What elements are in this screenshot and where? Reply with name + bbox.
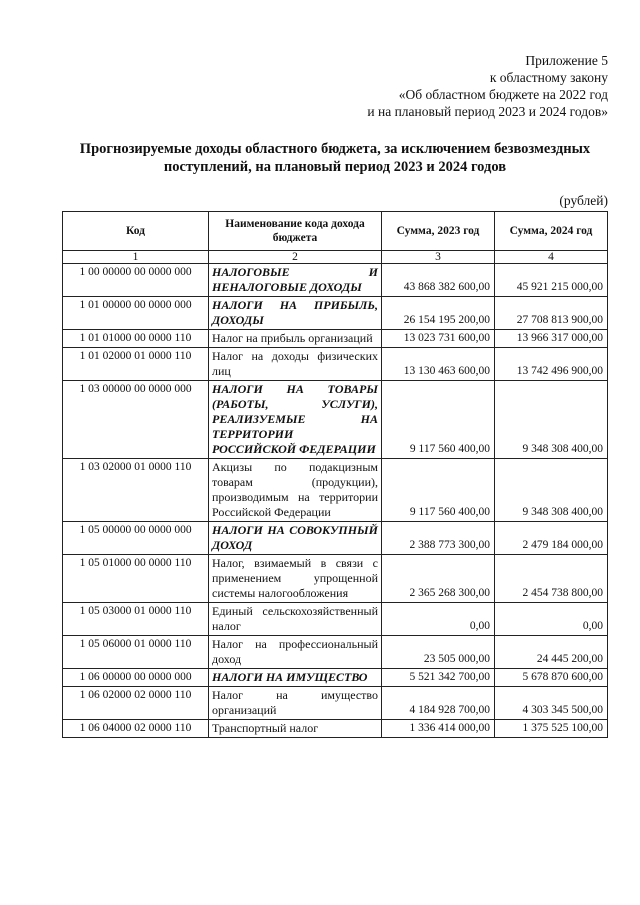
row-code: 1 05 00000 00 0000 000 (63, 522, 209, 555)
row-name: Единый сельскохозяйственный налог (209, 603, 382, 636)
row-sum-2024: 5 678 870 600,00 (495, 669, 608, 687)
table-row (63, 381, 608, 459)
appendix-header (367, 52, 608, 120)
table-row (63, 330, 608, 348)
row-sum-2023: 13 130 463 600,00 (382, 348, 495, 381)
row-name: Налог, взимаемый в связи с применением упрощенной системы налогообложения (209, 555, 382, 603)
row-code: 1 00 00000 00 0000 000 (63, 264, 209, 297)
row-sum-2023: 9 117 560 400,00 (382, 381, 495, 459)
row-name: Налог на имущество организаций (209, 687, 382, 720)
row-sum-2024: 2 479 184 000,00 (495, 522, 608, 555)
header-sum-2023: Сумма, 2023 год (382, 212, 495, 251)
row-name: Налог на профессиональный доход (209, 636, 382, 669)
document-title (50, 140, 620, 176)
row-sum-2023: 43 868 382 600,00 (382, 264, 495, 297)
row-code: 1 06 00000 00 0000 000 (63, 669, 209, 687)
row-code: 1 06 04000 02 0000 110 (63, 720, 209, 738)
row-sum-2023: 5 521 342 700,00 (382, 669, 495, 687)
column-number: 4 (495, 251, 608, 264)
row-code: 1 05 01000 00 0000 110 (63, 555, 209, 603)
table-row (63, 264, 608, 297)
table-row (63, 603, 608, 636)
table-row (63, 522, 608, 555)
table-row (63, 636, 608, 669)
row-sum-2023: 13 023 731 600,00 (382, 330, 495, 348)
row-name: Транспортный налог (209, 720, 382, 738)
row-sum-2024: 1 375 525 100,00 (495, 720, 608, 738)
row-name: Налог на прибыль организаций (209, 330, 382, 348)
row-sum-2023: 9 117 560 400,00 (382, 459, 495, 522)
row-sum-2024: 27 708 813 900,00 (495, 297, 608, 330)
row-name: НАЛОГИ НА ПРИБЫЛЬ, ДОХОДЫ (209, 297, 382, 330)
column-number: 3 (382, 251, 495, 264)
row-sum-2023: 2 388 773 300,00 (382, 522, 495, 555)
row-sum-2024: 2 454 738 800,00 (495, 555, 608, 603)
table-header-row (63, 212, 608, 251)
column-number: 2 (209, 251, 382, 264)
appendix-line-1: Приложение 5 (525, 53, 608, 68)
table-row (63, 555, 608, 603)
row-name: НАЛОГИ НА ИМУЩЕСТВО (209, 669, 382, 687)
revenue-table (62, 211, 608, 738)
row-name: Налог на доходы физических лиц (209, 348, 382, 381)
appendix-line-2: к областному закону (489, 70, 608, 85)
table-row (63, 297, 608, 330)
row-code: 1 03 02000 01 0000 110 (63, 459, 209, 522)
table-body (63, 264, 608, 738)
row-code: 1 01 00000 00 0000 000 (63, 297, 209, 330)
row-code: 1 06 02000 02 0000 110 (63, 687, 209, 720)
row-name: Акцизы по подакцизным товарам (продукции), производимым на территории Российской Федерации (209, 459, 382, 522)
header-code: Код (63, 212, 209, 251)
row-code: 1 01 01000 00 0000 110 (63, 330, 209, 348)
row-sum-2024: 4 303 345 500,00 (495, 687, 608, 720)
row-code: 1 03 00000 00 0000 000 (63, 381, 209, 459)
row-sum-2023: 4 184 928 700,00 (382, 687, 495, 720)
table-row (63, 459, 608, 522)
row-name: НАЛОГИ НА СОВОКУПНЫЙ ДОХОД (209, 522, 382, 555)
row-sum-2023: 2 365 268 300,00 (382, 555, 495, 603)
row-name: НАЛОГИ НА ТОВАРЫ (РАБОТЫ, УСЛУГИ), РЕАЛИЗУЕМЫЕ НА ТЕРРИТОРИИ РОССИЙСКОЙ ФЕДЕРАЦИИ (209, 381, 382, 459)
table-row (63, 348, 608, 381)
header-sum-2024: Сумма, 2024 год (495, 212, 608, 251)
row-sum-2023: 1 336 414 000,00 (382, 720, 495, 738)
row-sum-2024: 13 966 317 000,00 (495, 330, 608, 348)
table-row (63, 720, 608, 738)
row-sum-2024: 0,00 (495, 603, 608, 636)
row-sum-2024: 45 921 215 000,00 (495, 264, 608, 297)
title-line-1: Прогнозируемые доходы областного бюджета, за исключением безвозмездных (79, 141, 591, 157)
row-sum-2024: 9 348 308 400,00 (495, 459, 608, 522)
column-number-row (63, 251, 608, 264)
row-sum-2024: 13 742 496 900,00 (495, 348, 608, 381)
units-label: (рублей) (559, 193, 608, 208)
appendix-line-4: и на плановый период 2023 и 2024 годов» (367, 104, 608, 119)
appendix-line-3: «Об областном бюджете на 2022 год (398, 87, 608, 102)
header-name: Наименование кода дохода бюджета (209, 212, 382, 251)
row-sum-2023: 0,00 (382, 603, 495, 636)
row-code: 1 01 02000 01 0000 110 (63, 348, 209, 381)
row-sum-2023: 23 505 000,00 (382, 636, 495, 669)
row-name: НАЛОГОВЫЕ И НЕНАЛОГОВЫЕ ДОХОДЫ (209, 264, 382, 297)
row-sum-2024: 24 445 200,00 (495, 636, 608, 669)
row-sum-2023: 26 154 195 200,00 (382, 297, 495, 330)
row-code: 1 05 06000 01 0000 110 (63, 636, 209, 669)
table-row (63, 669, 608, 687)
row-code: 1 05 03000 01 0000 110 (63, 603, 209, 636)
table-row (63, 687, 608, 720)
title-line-2: поступлений, на плановый период 2023 и 2024 годов (163, 159, 507, 175)
row-sum-2024: 9 348 308 400,00 (495, 381, 608, 459)
column-number: 1 (63, 251, 209, 264)
